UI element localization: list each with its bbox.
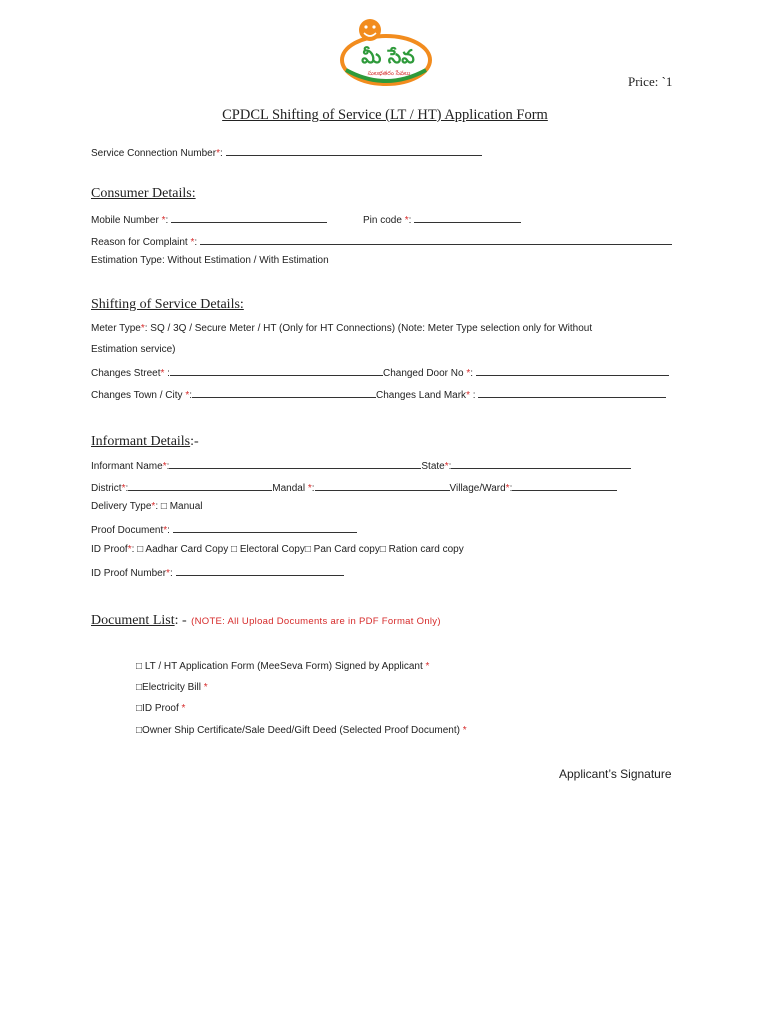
required-marker: * <box>160 368 165 379</box>
logo-sub-text: సులభతరం సేవలు <box>367 71 411 77</box>
meter-type-text: : SQ / 3Q / Secure Meter / HT (Only for HT Connections) (Note: Meter Type selection only for Without <box>144 323 593 334</box>
document-item-label: □Electricity Bill <box>136 682 204 693</box>
informant-details-heading-row <box>91 432 199 450</box>
reason-field[interactable] <box>200 234 672 245</box>
meter-type-row <box>91 323 592 334</box>
delivery-type-option-manual[interactable]: : □ Manual <box>155 501 203 512</box>
colon: : <box>448 461 452 472</box>
colon: : <box>509 483 513 494</box>
village-label: Village/Ward <box>449 483 506 494</box>
informant-name-field[interactable] <box>169 458 421 469</box>
required-marker: * <box>404 215 409 226</box>
district-field[interactable] <box>128 480 272 491</box>
changes-town-field[interactable] <box>192 387 376 398</box>
mobile-number-row <box>91 212 327 226</box>
mobile-number-field[interactable] <box>171 212 327 223</box>
colon: : <box>408 215 412 226</box>
colon: : <box>311 483 315 494</box>
changes-street-field[interactable] <box>170 365 383 376</box>
proof-document-label: Proof Document <box>91 525 164 536</box>
colon: : <box>469 390 476 401</box>
changed-door-field[interactable] <box>476 365 669 376</box>
reason-row <box>91 234 672 248</box>
meeseva-logo <box>336 14 436 90</box>
id-proof-number-row <box>91 565 344 579</box>
document-item-label: □ID Proof <box>136 703 182 714</box>
informant-name-row <box>91 458 631 472</box>
district-row <box>91 480 617 494</box>
changes-town-label: Changes Town / City <box>91 390 186 401</box>
delivery-type-label: Delivery Type <box>91 501 152 512</box>
estimation-type-text: Estimation Type: Without Estimation / With Estimation <box>91 255 329 266</box>
document-item[interactable] <box>136 703 185 714</box>
required-marker: * <box>166 568 170 579</box>
pdf-format-note: (NOTE: All Upload Documents are in PDF Format Only) <box>191 616 441 627</box>
colon: : <box>165 215 169 226</box>
changed-door-label: Changed Door No <box>382 368 467 379</box>
delivery-type-row <box>91 501 203 512</box>
required-marker: * <box>121 483 126 494</box>
id-proof-options[interactable]: : □ Aadhar Card Copy □ Electoral Copy□ Pan Card copy□ Ration card copy <box>131 544 464 555</box>
district-label: District <box>91 483 122 494</box>
required-marker: * <box>185 390 190 401</box>
colon: : <box>125 483 129 494</box>
village-field[interactable] <box>512 480 617 491</box>
required-marker: * <box>127 544 132 555</box>
required-marker: * <box>203 682 208 693</box>
informant-details-heading: Informant Details <box>91 434 191 449</box>
changes-street-row <box>91 365 669 379</box>
colon: : <box>167 525 170 536</box>
reason-label: Reason for Complaint <box>91 237 191 248</box>
mobile-number-label: Mobile Number <box>91 215 162 226</box>
service-connection-field[interactable] <box>226 145 482 156</box>
consumer-details-heading: Consumer Details: <box>91 186 196 201</box>
meter-type-label: Meter Type <box>91 323 141 334</box>
id-proof-number-label: ID Proof Number <box>91 568 167 579</box>
heading-separator: : - <box>174 613 187 628</box>
required-marker: * <box>216 148 220 159</box>
informant-name-label: Informant Name <box>91 461 163 472</box>
required-marker: * <box>505 483 510 494</box>
required-marker: * <box>181 703 186 714</box>
colon: : <box>219 148 223 159</box>
colon: : <box>189 390 192 401</box>
heading-suffix: :- <box>190 434 199 449</box>
changes-landmark-label: Changes Land Mark <box>376 390 467 401</box>
id-proof-number-field[interactable] <box>176 565 344 576</box>
document-item[interactable] <box>136 725 467 736</box>
changes-town-row <box>91 387 666 401</box>
colon: : <box>470 368 474 379</box>
document-item-label: □Owner Ship Certificate/Sale Deed/Gift Deed (Selected Proof Document) <box>136 725 463 736</box>
colon: : <box>164 368 170 379</box>
proof-document-row <box>91 522 357 536</box>
state-field[interactable] <box>451 458 631 469</box>
changes-street-label: Changes Street <box>91 368 161 379</box>
document-list-heading: Document List <box>91 613 175 628</box>
required-marker: * <box>163 525 168 536</box>
shifting-details-heading: Shifting of Service Details: <box>91 297 244 312</box>
required-marker: * <box>425 661 430 672</box>
required-marker: * <box>466 390 470 401</box>
document-item[interactable] <box>136 661 429 672</box>
required-marker: * <box>161 215 166 226</box>
pin-code-row <box>363 212 521 226</box>
colon: : <box>194 237 198 248</box>
required-marker: * <box>444 461 449 472</box>
required-marker: * <box>162 461 167 472</box>
required-marker: * <box>151 501 156 512</box>
applicant-signature-label: Applicant’s Signature <box>559 767 672 781</box>
document-item[interactable] <box>136 682 208 693</box>
id-proof-row <box>91 544 464 555</box>
required-marker: * <box>140 323 145 334</box>
mandal-label: Mandal <box>272 483 308 494</box>
pin-code-field[interactable] <box>414 212 521 223</box>
document-item-label: □ LT / HT Application Form (MeeSeva Form) Signed by Applicant <box>136 661 426 672</box>
id-proof-label: ID Proof <box>91 544 128 555</box>
changes-landmark-field[interactable] <box>478 387 666 398</box>
required-marker: * <box>462 725 467 736</box>
service-connection-row <box>91 145 482 159</box>
document-list-heading-row <box>91 611 441 629</box>
required-marker: * <box>190 237 195 248</box>
required-marker: * <box>466 368 471 379</box>
form-title: CPDCL Shifting of Service (LT / HT) Application Form <box>222 107 548 123</box>
colon: : <box>166 461 170 472</box>
price-label: Price: `1 <box>628 74 673 89</box>
meter-type-text-continued: Estimation service) <box>91 344 176 355</box>
service-connection-label: Service Connection Number <box>91 148 217 159</box>
proof-document-field[interactable] <box>173 522 357 533</box>
mandal-field[interactable] <box>315 480 450 491</box>
colon: : <box>169 568 173 579</box>
logo-main-text: మీ సేవ <box>361 46 415 68</box>
pin-code-label: Pin code <box>363 215 405 226</box>
state-label: State <box>421 461 445 472</box>
required-marker: * <box>307 483 312 494</box>
